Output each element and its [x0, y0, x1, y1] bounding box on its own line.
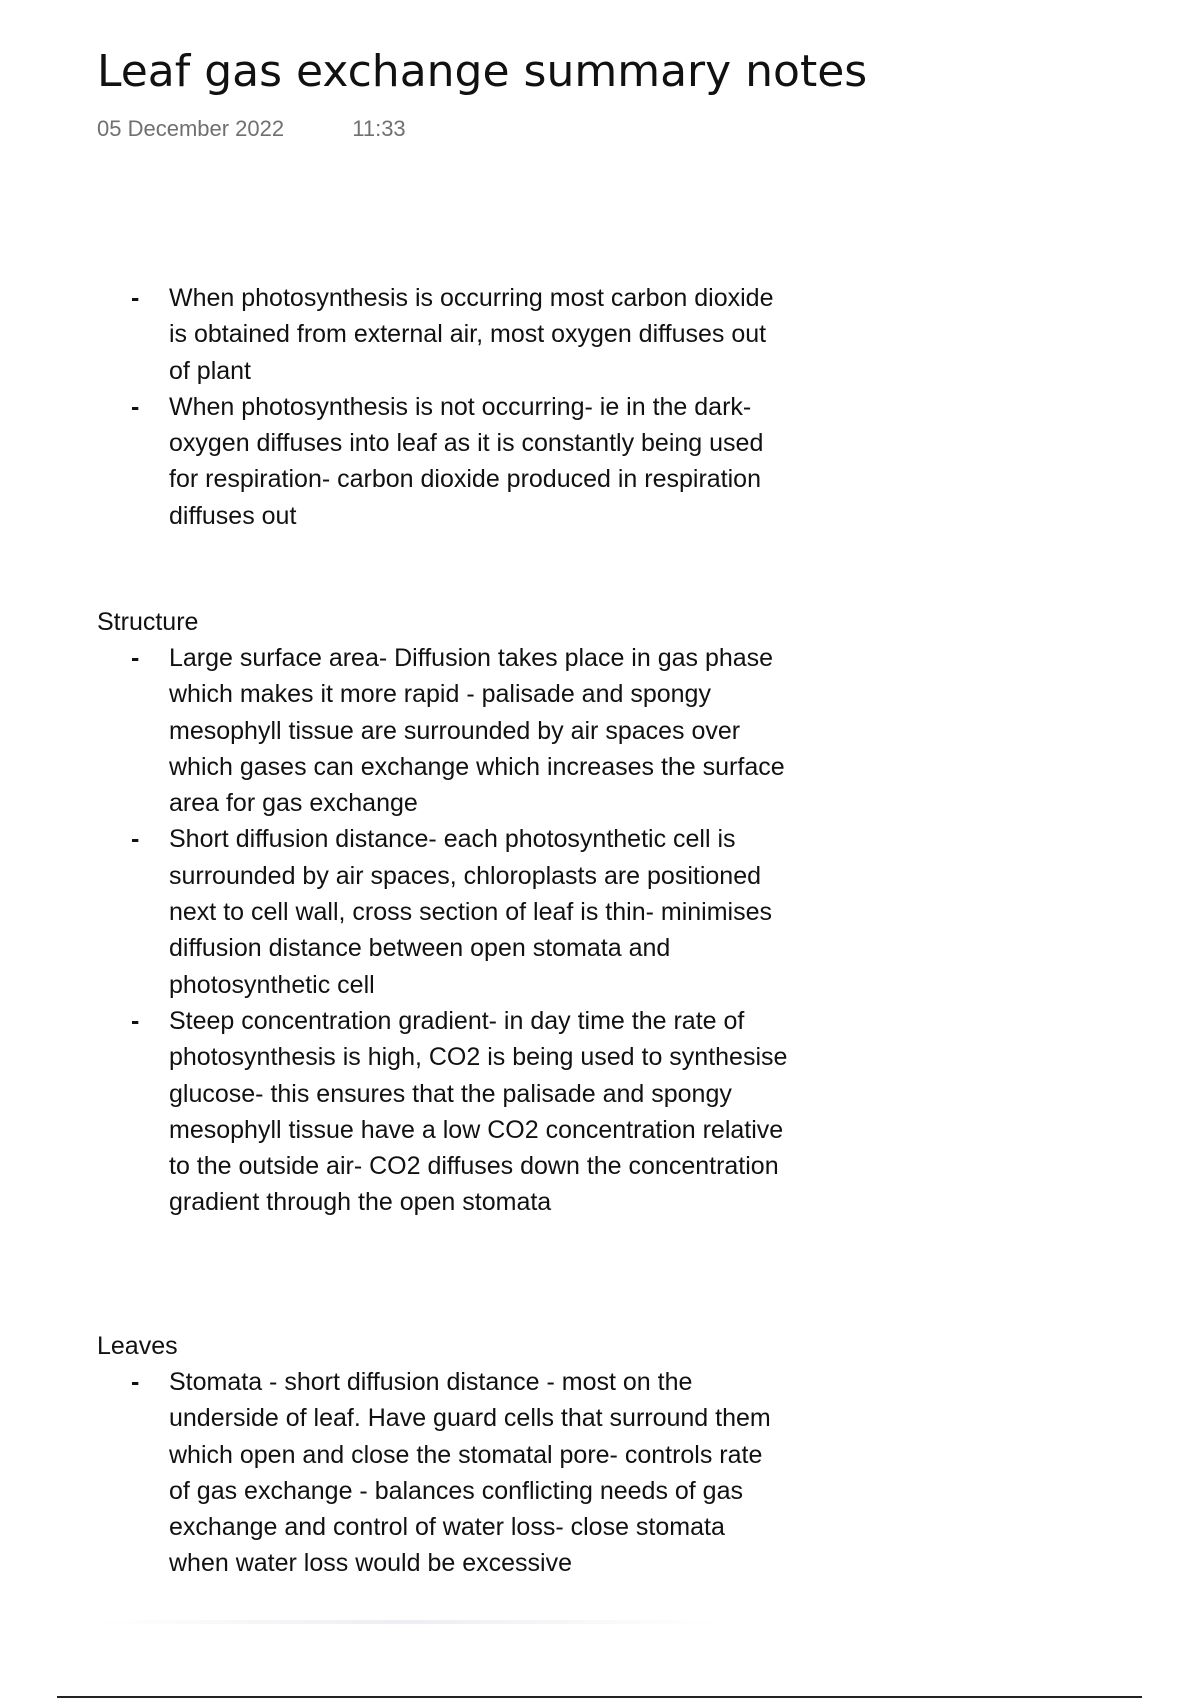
page-bottom-divider [57, 1696, 1142, 1698]
list-item [97, 1003, 817, 1221]
note-date: 05 December 2022 [97, 116, 285, 141]
bullet-text: Stomata - short diffusion distance - most on the underside of leaf. Have guard cells that surround them which open and close the stomatal pore- controls rate of gas exchange - balances conflicting needs of gas exchange and control of water loss- close stomata when water loss would be excessive [169, 1368, 771, 1578]
page-title: Leaf gas exchange summary notes [97, 46, 868, 97]
list-item [97, 280, 817, 389]
intro-bullet-list [97, 280, 817, 534]
bullet-text: When photosynthesis is not occurring- ie in the dark- oxygen diffuses into leaf as it is constantly being used for respiration- carbon dioxide produced in respiration diffuses out [169, 392, 764, 530]
list-item [97, 821, 817, 1002]
note-time: 11:33 [352, 116, 406, 141]
list-item [97, 389, 817, 534]
note-metadata [97, 114, 406, 144]
scan-artifact [97, 1620, 717, 1624]
bullet-dash: - [131, 284, 140, 312]
bullet-dash: - [131, 644, 140, 672]
bullet-text: When photosynthesis is occurring most carbon dioxide is obtained from external air, most oxygen diffuses out of plant [169, 284, 774, 385]
intro-section [97, 280, 817, 534]
bullet-text: Large surface area- Diffusion takes place in gas phase which makes it more rapid - palisade and spongy mesophyll tissue are surrounded by air spaces over which gases can exchange which increases the surface area for gas exchange [169, 644, 785, 818]
structure-bullet-list [97, 640, 817, 1221]
bullet-text: Steep concentration gradient- in day time the rate of photosynthesis is high, CO2 is being used to synthesise glucose- this ensures that the palisade and spongy mesophyll tissue have a low CO2 concentration relative to the outside air- CO2 diffuses down the concentration gradient through the open stomata [169, 1006, 788, 1217]
bullet-dash: - [131, 1368, 140, 1396]
section-heading-structure: Structure [97, 608, 199, 636]
bullet-dash: - [131, 392, 140, 421]
structure-section [97, 604, 817, 1221]
list-item [97, 640, 817, 821]
bullet-dash: - [131, 1006, 140, 1035]
bullet-text: Short diffusion distance- each photosynthetic cell is surrounded by air spaces, chloroplasts are positioned next to cell wall, cross section of leaf is thin- minimises diffusion distance between open stomata and photosynthetic cell [169, 825, 772, 999]
list-item [97, 1364, 817, 1582]
bullet-dash: - [131, 825, 140, 854]
leaves-section [97, 1328, 817, 1582]
section-heading-leaves: Leaves [97, 1332, 178, 1360]
leaves-bullet-list [97, 1364, 817, 1582]
